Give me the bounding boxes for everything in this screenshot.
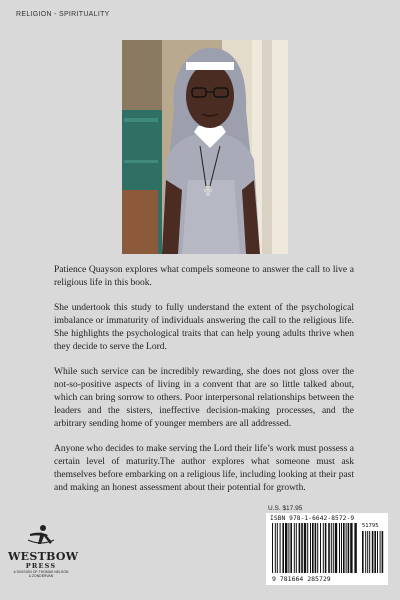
barcode-bar [299,523,301,573]
barcode-bar [317,523,318,573]
runner-icon [26,524,56,546]
barcode-bar [280,523,281,573]
price-label: U.S. $17.95 [268,505,303,512]
barcode-bar [315,523,317,573]
barcode-bar [310,523,311,573]
addon-bar [374,531,376,573]
addon-bar [365,531,366,573]
addon-bar [367,531,368,573]
publisher-press: PRESS [25,562,57,570]
addon-bar [362,531,364,573]
description-paragraph: Patience Quayson explores what compels someone to answer the call to live a religious life in this book. [54,265,354,288]
barcode [266,513,388,585]
barcode-bar [277,523,278,573]
barcode-bars [272,523,384,575]
publisher-logo [8,524,79,594]
addon-code: 51795 [362,523,379,529]
addon-bar [382,531,384,573]
barcode-digits: 9 781664 285729 [272,575,331,583]
isbn-text: ISBN 978-1-6642-8572-9 [270,515,355,522]
author-photo [122,40,288,254]
barcode-bar [290,523,292,573]
barcode-bar [339,523,340,573]
barcode-bar [288,523,289,573]
barcode-bar [350,523,352,573]
barcode-bar [323,523,324,573]
barcode-bar [301,523,303,573]
barcode-bar [341,523,342,573]
back-cover-description [54,264,354,507]
barcode-bar [343,523,345,573]
category-label: RELIGION - SPIRITUALITY [16,11,110,18]
addon-bar [369,531,370,573]
description-paragraph: Anyone who decides to make serving the Lord their life’s work must possess a certain level of maturity.The author explores what someone must ask themselves before embarking on a religious life, including looking at their past and making an honest assessment about their potential for growth. [54,444,354,493]
barcode-bar [282,523,284,573]
barcode-bar [304,523,306,573]
barcode-bar [272,523,273,573]
barcode-bar [328,523,330,573]
barcode-bar [325,523,327,573]
barcode-bar [335,523,337,573]
barcode-bar [331,523,332,573]
addon-bar [380,531,381,573]
barcode-bar [307,523,308,573]
publisher-tagline-1: A DIVISION OF THOMAS NELSON [13,570,69,574]
addon-bar [372,531,374,573]
barcode-bar [285,523,287,573]
barcode-bar [294,523,295,573]
barcode-bar [333,523,334,573]
barcode-bar [312,523,314,573]
publisher-tagline-2: & ZONDERVAN [28,574,54,578]
barcode-bar [320,523,321,573]
publisher-name: WESTBOW [8,550,79,563]
barcode-bar [275,523,276,573]
addon-bar [377,531,378,573]
barcode-bar [346,523,347,573]
description-paragraph: While such service can be incredibly rewarding, she does not gloss over the not-so-positive aspects of living in a convent that are so little talked about, which can bring sorrow to others. Poor interpersonal relationships between the leaders and the sisters, ineffective decision-making processes, and the arbitrary sending home of younger members are all addressed. [54,367,354,429]
barcode-bar [296,523,297,573]
description-paragraph: She undertook this study to fully understand the extent of the psychological imbalance or immaturity of individuals answering the call to the religious life. She highlights the psychological traits that can help young adults thrive when they decide to serve the Lord. [54,303,354,352]
barcode-bar [354,523,356,573]
barcode-bar [348,523,350,573]
